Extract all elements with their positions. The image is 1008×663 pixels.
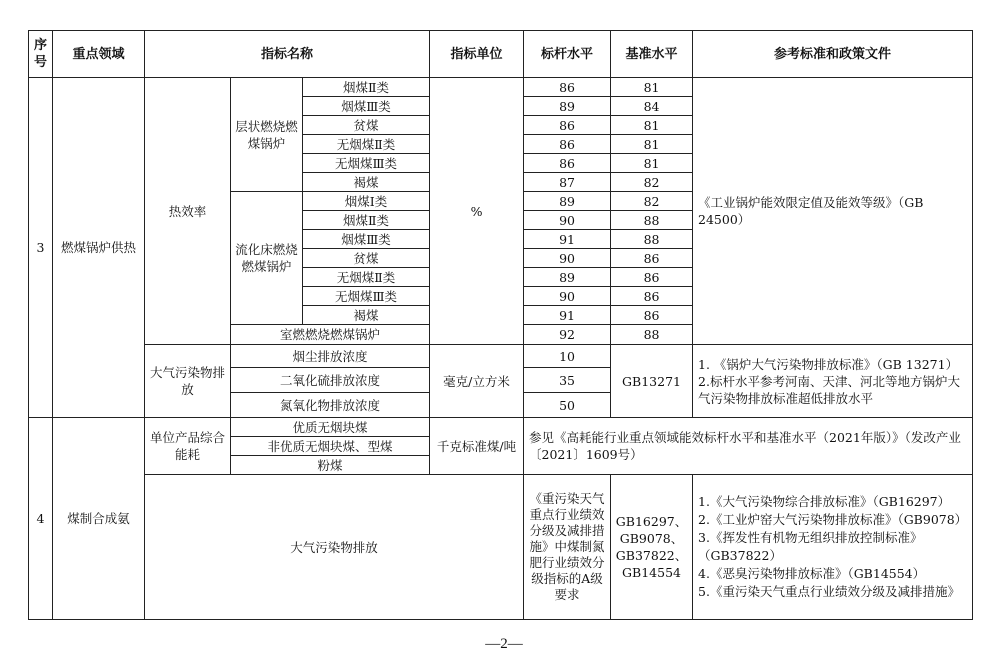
seq-3: 3	[29, 78, 53, 418]
benchmark-value: 91	[524, 306, 611, 325]
table-row	[29, 345, 973, 368]
coal-type: 优质无烟块煤	[231, 418, 430, 437]
benchmark-value: 89	[524, 192, 611, 211]
coal-type: 无烟煤Ⅱ类	[303, 135, 430, 154]
reference-item: 1.《大气污染物综合排放标准》（GB16297）	[698, 494, 951, 509]
benchmark-value: 91	[524, 230, 611, 249]
ammonia-air-benchmark: 《重污染天气重点行业绩效分级及减排措施》中煤制氮肥行业绩效分级指标的A级要求	[524, 475, 611, 620]
ammonia-air-baseline: GB16297、GB9078、GB37822、GB14554	[611, 475, 693, 620]
table-row	[29, 475, 973, 620]
table-row	[29, 78, 973, 97]
coal-type: 无烟煤Ⅲ类	[303, 287, 430, 306]
baseline-value: 81	[611, 154, 693, 173]
header-ref: 参考标准和政策文件	[693, 31, 973, 78]
benchmark-value: 90	[524, 211, 611, 230]
air-baseline: GB13271	[611, 345, 693, 418]
coal-type: 烟煤Ⅲ类	[303, 230, 430, 249]
seq-4: 4	[29, 418, 53, 620]
air-pollutant-label: 大气污染物排放	[145, 345, 231, 418]
chamber-boiler-label: 室燃燃烧燃煤锅炉	[231, 325, 430, 345]
energy-consumption-label: 单位产品综合能耗	[145, 418, 231, 475]
indicator-table	[28, 30, 973, 620]
coal-type: 烟煤Ⅰ类	[303, 192, 430, 211]
header-unit: 指标单位	[430, 31, 524, 78]
baseline-value: 88	[611, 211, 693, 230]
header-domain: 重点领域	[53, 31, 145, 78]
coal-type: 非优质无烟块煤、型煤	[231, 437, 430, 456]
header-indicator: 指标名称	[145, 31, 430, 78]
percent-unit: %	[430, 78, 524, 345]
benchmark-value: 35	[524, 368, 611, 393]
ammonia-air-label: 大气污染物排放	[145, 475, 524, 620]
table-row	[29, 418, 973, 437]
air-reference-1: 1. 《锅炉大气污染物排放标准》（GB 13271）	[698, 356, 959, 372]
header-baseline: 基准水平	[611, 31, 693, 78]
coal-type: 烟煤Ⅱ类	[303, 78, 430, 97]
coal-type: 无烟煤Ⅱ类	[303, 268, 430, 287]
benchmark-value: 86	[524, 154, 611, 173]
page-number: —2—	[485, 636, 523, 652]
header-benchmark: 标杆水平	[524, 31, 611, 78]
thermal-efficiency-label: 热效率	[145, 78, 231, 345]
header-seq: 序号	[29, 31, 53, 78]
benchmark-value: 50	[524, 393, 611, 418]
air-reference-2: 2.标杆水平参考河南、天津、河北等地方锅炉大气污染物排放标准超低排放水平	[698, 373, 960, 406]
baseline-value: 82	[611, 192, 693, 211]
air-reference	[693, 345, 973, 418]
baseline-value: 84	[611, 97, 693, 116]
baseline-value: 86	[611, 268, 693, 287]
fluidized-boiler-label: 流化床燃烧燃煤锅炉	[231, 192, 303, 325]
benchmark-value: 86	[524, 116, 611, 135]
benchmark-value: 87	[524, 173, 611, 192]
benchmark-value: 92	[524, 325, 611, 345]
coal-type: 贫煤	[303, 116, 430, 135]
benchmark-value: 10	[524, 345, 611, 368]
benchmark-value: 89	[524, 97, 611, 116]
coal-type: 褐煤	[303, 173, 430, 192]
baseline-value: 81	[611, 78, 693, 97]
layered-boiler-label: 层状燃烧燃煤锅炉	[231, 78, 303, 192]
reference-item: 3.《挥发性有机物无组织排放控制标准》（GB37822）	[698, 530, 923, 563]
pollutant-name: 烟尘排放浓度	[231, 345, 430, 368]
baseline-value: 88	[611, 230, 693, 249]
benchmark-value: 89	[524, 268, 611, 287]
domain-ammonia: 煤制合成氨	[53, 418, 145, 620]
energy-reference: 参见《高耗能行业重点领域能效标杆水平和基准水平（2021年版）》（发改产业〔2021〕1609号）	[524, 418, 973, 475]
reference-item: 4.《恶臭污染物排放标准》（GB14554）	[698, 566, 926, 581]
efficiency-reference: 《工业锅炉能效限定值及能效等级》（GB 24500）	[693, 78, 973, 345]
baseline-value: 86	[611, 306, 693, 325]
baseline-value: 81	[611, 116, 693, 135]
energy-unit: 千克标准煤/吨	[430, 418, 524, 475]
header-row	[29, 31, 973, 78]
pollutant-name: 氮氧化物排放浓度	[231, 393, 430, 418]
benchmark-value: 86	[524, 78, 611, 97]
benchmark-value: 90	[524, 249, 611, 268]
reference-item: 5.《重污染天气重点行业绩效分级及减排措施》	[698, 584, 960, 599]
coal-type: 烟煤Ⅱ类	[303, 211, 430, 230]
domain-coal-boiler: 燃煤锅炉供热	[53, 78, 145, 418]
baseline-value: 82	[611, 173, 693, 192]
benchmark-value: 90	[524, 287, 611, 306]
coal-type: 贫煤	[303, 249, 430, 268]
air-unit: 毫克/立方米	[430, 345, 524, 418]
baseline-value: 86	[611, 249, 693, 268]
coal-type: 粉煤	[231, 456, 430, 475]
baseline-value: 88	[611, 325, 693, 345]
coal-type: 烟煤Ⅲ类	[303, 97, 430, 116]
reference-item: 2.《工业炉窑大气污染物排放标准》（GB9078）	[698, 512, 968, 527]
baseline-value: 86	[611, 287, 693, 306]
pollutant-name: 二氧化硫排放浓度	[231, 368, 430, 393]
coal-type: 无烟煤Ⅲ类	[303, 154, 430, 173]
coal-type: 褐煤	[303, 306, 430, 325]
benchmark-value: 86	[524, 135, 611, 154]
baseline-value: 81	[611, 135, 693, 154]
ammonia-air-reference	[693, 475, 973, 620]
